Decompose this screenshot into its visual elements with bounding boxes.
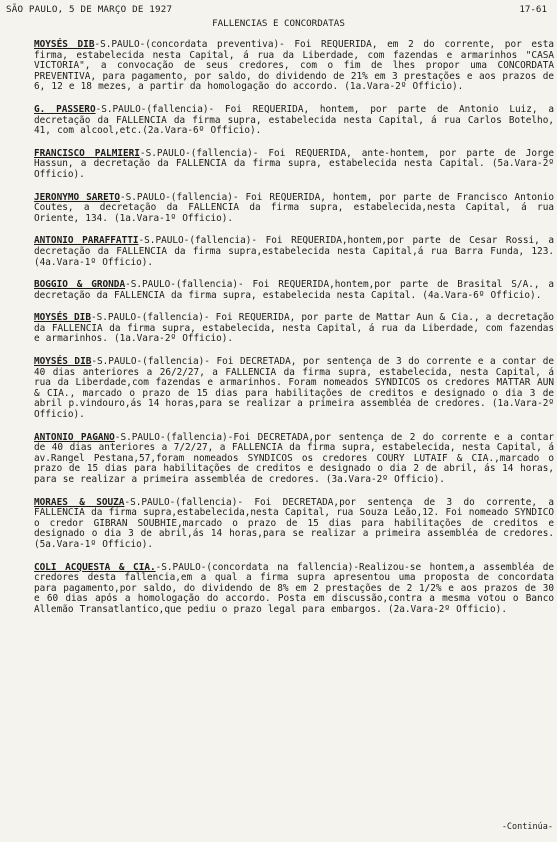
entry-head: MOYSÉS DIB [34, 312, 91, 324]
entry [34, 149, 554, 181]
entry-body: -S.PAULO-(fallencia)- Foi REQUERIDA, por parte de Mattar Aun & Cia., a decretação da FALLENCIA da firma supra, estabelecida, nesta Capital, á rua da Liberdade, com fazendas e armarinhos. (1a.Vara-2º Officio). [34, 312, 554, 345]
entry [34, 563, 554, 616]
entry [34, 193, 554, 225]
entry [34, 40, 554, 93]
entry-head: MOYSÉS DIB [34, 39, 95, 50]
entry-body: -S.PAULO-(fallencia)- Foi REQUERIDA,hontem,por parte de Cesar Rossi, a decretação da FALLENCIA da firma supra,estabelecida nesta Capital,á rua Barra Funda, 123. (4a.Vara-1º Officio). [34, 235, 554, 268]
entry [34, 280, 554, 301]
page-number: 17-61 [519, 4, 547, 15]
entry-head: G. PASSERO [34, 103, 96, 115]
entry-head: JERONYMO SARETO [34, 191, 120, 203]
entry-body: -S.PAULO-(fallencia)- Foi REQUERIDA, hontem, por parte de Francisco Antonio Coutes, a decretação da FALLENCIA da firma supra, estabelecida,nesta Capital, á rua Oriente, 134. (1a.Vara-1º Officio). [34, 191, 554, 224]
entry-body: -S.PAULO-(fallencia)-Foi DECRETADA,por sentença de 2 do corrente e a contar de 40 dias anteriores a 7/2/27, a FALLENCIA da firma supra, estabelecida, nesta Capital, á av.Rangel Pestana,57,foram nomeados SYNDICOS os credores COURY LUTAIF & CIA.,marcado o prazo de 15 dias para habilitações de creditos e designado o dia 2 de abril, ás 14 horas, para se realizar a primeira assembléa de credores. (3a.Vara-2º Officio). [34, 431, 554, 485]
entry [34, 498, 554, 551]
entry-head: BOGGIO & GRONDA [34, 279, 126, 291]
dateline: SÃO PAULO, 5 DE MARÇO DE 1927 [6, 4, 173, 15]
entry-head: MORAES & SOUZA [34, 496, 125, 508]
entry-body: -S.PAULO-(fallencia)- Foi REQUERIDA, hontem, por parte de Antonio Luiz, a decretação da FALLENCIA da firma supra, estabelecida nesta Capital, á rua Carlos Botelho, 41, com alcool,etc.(2a.Vara-6º Officio). [34, 103, 555, 137]
section-title: FALLENCIAS E CONCORDATAS [212, 18, 345, 29]
continuation-note: -Continúa- [501, 822, 553, 832]
entry [34, 433, 554, 486]
entry-body: -S.PAULO-(concordata preventiva)- Foi REQUERIDA, em 2 do corrente, por esta firma, estabelecida nesta Capital, á rua da Liberdade, com fazendas e armarinhos "CASA VICTORIA", a convocação de seus credores, com o fim de lhes propor uma CONCORDATA PREVENTIVA, para pagamento, por saldo, do dividendo de 21% em 3 prestações e aos prazos de 6, 12 e 18 mezes, a partir da homologação do accordo. (1a.Vara-2º Officio). [34, 39, 554, 93]
entry-body: -S.PAULO-(concordata na fallencia)-Realizou-se hontem,a assembléa de credores desta fallencia,em a qual a firma supra apresentou uma proposta de concordata para pagamento,por saldo, do dividendo de 8% em 2 prestações de 2 1/2% e aos prazos de 30 e 60 dias após a homologação do accordo. Posta em discussão,contra a mesma votou o Banco Allemão Transatlantico,que pediu o prazo legal para embargos. (2a.Vara-2º Officio). [34, 561, 554, 615]
entry-head: COLI ACQUESTA & CIA. [34, 561, 156, 573]
entry-head: FRANCISCO PALMIERI [34, 147, 140, 159]
entry-body: -S.PAULO-(fallencia)- Foi REQUERIDA,hontem,por parte de Brasital S/A., a decretação da FALLENCIA da firma supra, estabelecida nesta Capital. (4a.Vara-6º Officio). [34, 279, 555, 301]
entry-head: MOYSÉS DIB [34, 356, 92, 368]
entry [34, 236, 554, 268]
entry-head: ANTONIO PAGANO [34, 431, 115, 443]
entry-body: -S.PAULO-(fallencia)- Foi DECRETADA,por sentença de 3 do corrente, a FALLENCIA da firma supra,estabelecida,nesta Capital, rua Souza Leão,12. Foi nomeado SYNDICO o credor GIBRAN SOUBHIE,marcado o prazo de 15 dias para habilitações de creditos e designado o dia 3 de abril,ás 14 horas,para se realizar a primeira assembléa de credores. (5a.Vara-1º Officio). [34, 496, 554, 550]
page-header [6, 4, 551, 18]
entry-head: ANTONIO PARAFFATTI [34, 235, 139, 247]
entries-list [34, 40, 554, 628]
entry [34, 357, 554, 421]
entry-body: -S.PAULO-(fallencia)- Foi DECRETADA, por sentença de 3 do corrente e a contar de 40 dias anteriores a 26/2/27, a FALLENCIA da firma supra, estabelecida, nesta Capital, á rua da Liberdade,com fazendas e armarinhos. Foram nomeados SYNDICOS os credores MATTAR AUN & CIA., marcado o prazo de 15 dias para habilitações de creditos e designado o dia 3 de abril p.vindouro,ás 14 horas,para se realizar a primeira assembléa de credores. (1a.Vara-2º Officio). [34, 356, 554, 421]
entry-body: -S.PAULO-(fallencia)- Foi REQUERIDA, ante-hontem, por parte de Jorge Hassun, a decretação da FALLENCIA da firma supra, estabelecida nesta Capital. (5a.Vara-2º Officio). [34, 147, 554, 180]
entry [34, 313, 554, 345]
entry [34, 105, 554, 137]
